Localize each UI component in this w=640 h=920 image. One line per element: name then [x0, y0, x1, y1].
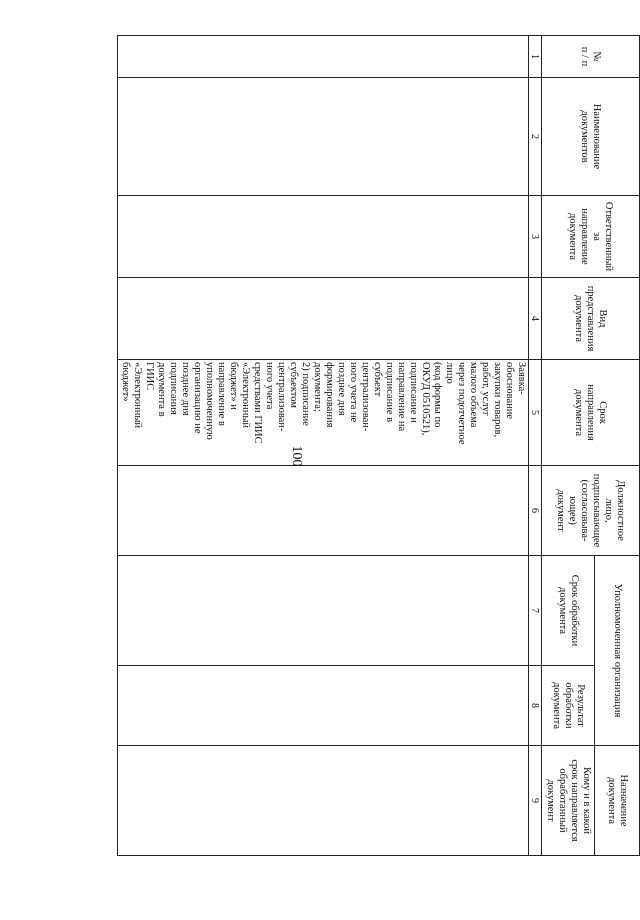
header-processing-result: Результат обработки документа [542, 666, 595, 746]
header-document-form: Вид представления документа [542, 278, 640, 360]
header-signing-official: Должностное лицо, подписывающее (согласовыва- ющее) документ [542, 466, 640, 556]
header-row-1 [595, 36, 640, 856]
header-document-purpose: Назначение документа [595, 746, 640, 856]
header-authorized-organization: Уполномоченная организация [595, 556, 640, 746]
header-sending-deadline: Срок направления документа [542, 360, 640, 466]
header-recipient-and-deadline: Кому и в какой срок направляется обработанный документ [542, 746, 595, 856]
cell-document-form [118, 278, 529, 360]
column-number: 1 [529, 36, 542, 78]
column-number: 6 [529, 466, 542, 556]
cell-responsible [118, 196, 529, 278]
header-document-name: Наименование документов [542, 78, 640, 196]
header-responsible: Ответственный за направление документа [542, 196, 640, 278]
column-number: 5 [529, 360, 542, 466]
header-number: № п / п [542, 36, 640, 78]
cell-processing-result [118, 666, 529, 746]
rotated-table-container [120, 35, 640, 855]
page-number: 100 [289, 445, 304, 467]
column-number: 4 [529, 278, 542, 360]
header-processing-deadline: Срок обработки документа [542, 556, 595, 666]
cell-signing-official [118, 466, 529, 556]
column-number: 2 [529, 78, 542, 196]
cell-processing-deadline [118, 556, 529, 666]
column-number: 9 [529, 746, 542, 856]
column-number: 7 [529, 556, 542, 666]
cell-document-name [118, 78, 529, 196]
cell-number [118, 36, 529, 78]
column-number-row [529, 36, 542, 856]
document-processing-table [117, 35, 640, 856]
cell-sending-deadline: Заявка- обоснование закупки товаров, работ, услуг малого объема через подотчетное лицо (код формы по ОКУД 0510521), подписание и направление на подписание в субъект централизован- ного учета не позднее дня формирования документа; 2) подписание субъектом централизован- ного учета средствами ГИИС «Электронный бюджет» и направление в уполномоченную организацию не позднее дня подписания документа в ГИИС «Электронный бюджет» [118, 360, 529, 466]
column-number: 3 [529, 196, 542, 278]
cell-recipient-and-deadline [118, 746, 529, 856]
column-number: 8 [529, 666, 542, 746]
table-row [118, 36, 529, 856]
